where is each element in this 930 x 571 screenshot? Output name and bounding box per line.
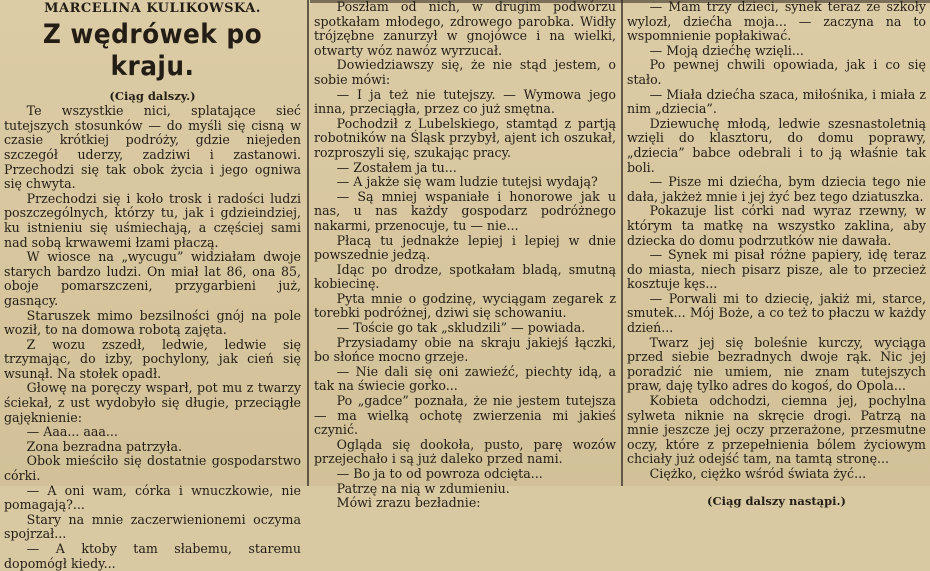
- paragraph: — Porwali mi to dziecię, jakiż mi, starce, smutek... Mój Boże, a co też to płaczu w każdy dzień...: [627, 290, 926, 336]
- paragraph: — Synek mi pisał różne papiery, idę teraz do miasta, niech pisarz pisze, ale to przecież kosztuje kęs...: [627, 247, 926, 292]
- paragraph: — A oni wam, córka i wnuczkowie, nie pomagają?...: [4, 482, 301, 513]
- paragraph: Dziewuchę młodą, ledwie szesnastoletnią wzięli do klasztoru, do domu poprawy, „dziecia” babce odebrali i to ją właśnie tak boli.: [627, 115, 926, 175]
- paragraph: Kobieta odchodzi, ciemna jej, pochylna sylweta niknie na skręcie drogi. Patrzą na mnie jeszcze jej oczy przerażone, przesmutne oczy, które z przepełnienia bólem życiowym chciały już odejść tam, na tamtą stronę...: [627, 393, 926, 467]
- paragraph: Patrzę na nią w zdumieniu.: [336, 480, 510, 496]
- column-3: [627, 0, 926, 508]
- column-1: [4, 0, 301, 571]
- paragraph: Pokazuje list córki nad wyraz rzewny, w którym ta matkę na wszystko zaklina, aby dziecka do domu podrzutków nie dawała.: [627, 203, 926, 248]
- paragraph: Z wozu zszedł, ledwie, ledwie się trzymając, do izby, pochylony, jak cień się wsunął. Na stołek opadł.: [4, 336, 301, 381]
- paragraph: — Zostałem ja tu...: [336, 159, 457, 175]
- paragraph: — Pisze mi dziećha, bym dziecia tego nie dała, jakżeż mnie i jej żyć bez tego dziatuszka.: [627, 174, 926, 204]
- paragraph: Po „gadce” poznała, że nie jestem tutejsza — ma wielką ochotę zwierzenia mi jakieś czynić.: [314, 393, 616, 438]
- paragraph: — Nie dali się oni zawieźć, piechty idą, a tak na świecie gorko...: [314, 363, 616, 394]
- paragraph: Stary na mnie zaczerwienionemi oczyma spojrzał...: [4, 511, 301, 542]
- paragraph: Pochodził z Lubelskiego, stamtąd z partją robotników na Śląsk przybył, ajent ich oszukał, rozproszyli się, szukając pracy.: [314, 115, 616, 160]
- paragraph: W wiosce na „wycugu” widziałam dwoje starych bardzo ludzi. On miał lat 86, ona 85, oboje pomarszczeni, przygarbieni już, gasnący.: [4, 249, 301, 308]
- paragraph: Płacą tu jednakże lepiej i lepiej w dnie powszednie jedzą.: [314, 232, 616, 263]
- paragraph: — I ja też nie tutejszy. — Wymowa jego inna, przeciągła, przez co już smętna.: [314, 86, 616, 117]
- author-name: MARCELINA KULIKOWSKA.: [44, 1, 261, 16]
- continued-note: (Ciąg dalszy.): [109, 88, 196, 103]
- paragraph: — Toście go tak „skludzili” — powiada.: [336, 320, 586, 336]
- column-2: [314, 0, 616, 511]
- paragraph: Idąc po drodze, spotkałam bladą, smutną kobiecinę.: [314, 261, 616, 292]
- paragraph: Ciężko, ciężko wśród świata żyć...: [649, 466, 867, 481]
- paragraph: Staruszek mimo bezsilności gnój na pole woził, to na domowa robotą zajęta.: [4, 307, 301, 338]
- paragraph: Przysiadamy obie na skraju jakiejś łączki, bo słońce mocno grzeje.: [314, 334, 616, 365]
- paragraph: Po pewnej chwili opowiada, jak i co się stało.: [627, 57, 926, 87]
- paragraph: Głowę na poręczy wsparł, pot mu z twarzy ściekał, z ust wydobyło się długie, przeciągłe gajęknienie:: [4, 380, 301, 425]
- paragraph: — Bo ja to od powroza odcięta...: [336, 466, 543, 481]
- article-title: Z wędrówek po kraju.: [42, 18, 263, 82]
- paragraph: — Moją dziećhę wzięli...: [649, 42, 804, 58]
- paragraph: Te wszystkie nici, splatające sieć tutejszych stosunków — do myśli się cisną w czasie krótkiej podróży, gdzie niejeden szczegół uderzy, zadziwi i zastanowi. Przechodzi się tak obok życia i jego ogniwa się chwyta.: [4, 103, 301, 192]
- paragraph: — A ktoby tam słabemu, staremu dopomógł kiedy...: [4, 541, 301, 571]
- paragraph: Mówi zrazu bezładnie:: [336, 495, 481, 511]
- paragraph: — Aaa... aaa...: [26, 424, 118, 440]
- column-rule-2: [621, 0, 623, 486]
- paragraph: Pyta mnie o godzinę, wyciągam zegarek z torebki podróżnej, dziwi się schowaniu.: [314, 290, 616, 321]
- paragraph: Obok mieściło się dostatnie gospodarstwo córki.: [4, 453, 301, 484]
- paragraph: Dowiedziawszy się, że nie stąd jestem, o sobie mówi:: [314, 57, 616, 87]
- paragraph: Przechodzi się i koło trosk i radości ludzi poszczególnych, którzy tu, jak i gdzieindziej, ku istnieniu się uśmiechają, a częściej sami nad sobą krwawemi łzami płaczą.: [4, 190, 301, 250]
- paragraph: — Są mniej wspaniałe i honorowe jak u nas, u nas każdy gospodarz podróżnego nakarmi, przenocuje, tu — nie...: [314, 188, 616, 233]
- column-rule-1: [307, 0, 309, 486]
- paragraph: Poszłam od nich, w drugim podwórzu spotkałam młodego, zdrowego parobka. Widły trójzębne zanurzył w gnojówce i na wielki, otwarty wóz nawóz wyrzucał.: [314, 0, 616, 58]
- paragraph: — A jakże się wam ludzie tutejsi wydają?: [336, 174, 598, 190]
- paragraph: Zona bezradna patrzyła.: [26, 438, 182, 454]
- paragraph: Twarz jej się boleśnie kurczy, wyciąga przed siebie bezradnych dwoje rąk. Nic jej poradzić nie umiem, nie znam tutejszych praw, daję tylko adres do kogoś, do Opola...: [627, 334, 926, 394]
- paragraph: Ogląda się dookoła, pusto, parę wozów przejechało i są już daleko przed nami.: [314, 436, 616, 467]
- to-be-continued-note: (Ciąg dalszy nastąpi.): [707, 493, 846, 508]
- paragraph: — Miała dziećha szaca, miłośnika, i miała z nim „dziecia”.: [627, 86, 926, 117]
- paragraph: — Mam trzy dzieci, synek teraz ze szkoły wylozł, dziećha moja... — zaczyna na to wspomnienie popłakiwać.: [627, 0, 926, 44]
